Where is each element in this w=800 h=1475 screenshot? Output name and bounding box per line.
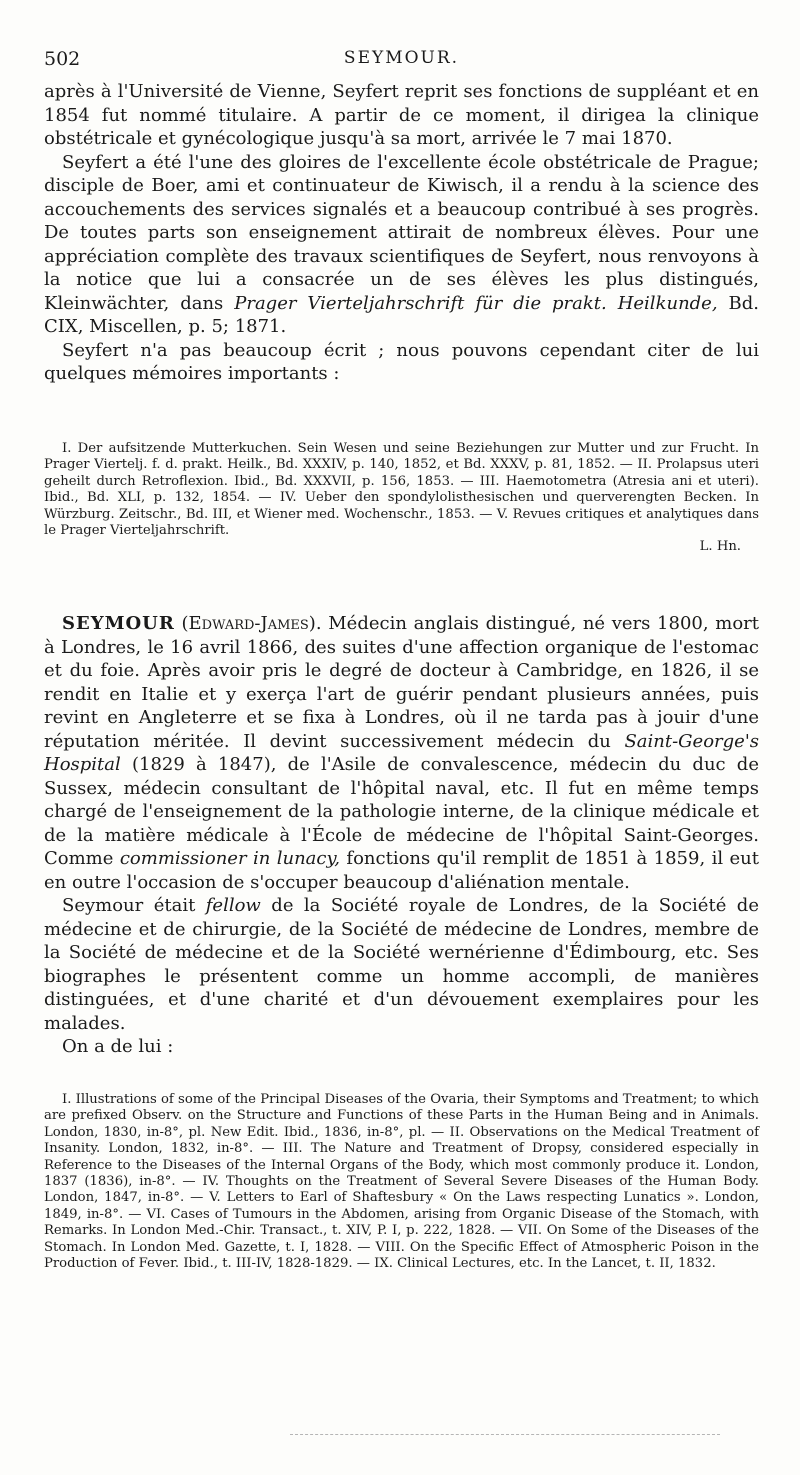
seymour-paragraph-2: [44, 894, 759, 1035]
seyfert-text: [44, 80, 759, 386]
bottom-rule: [290, 1434, 720, 1435]
seyfert-journal-ref: Prager Vierteljahrschrift für die prakt. Heilkunde,: [234, 292, 718, 314]
fellow-word: fellow: [205, 895, 261, 916]
running-head: SEYMOUR.: [343, 48, 460, 68]
seyfert-continuation: après à l'Université de Vienne, Seyfert reprit ses fonctions de suppléant et en 1854 fut nommé titulaire. A partir de ce moment, il dirigea la clinique obstétricale et gynécologique jusqu'à sa mort, arrivée le 7 mai 1870.: [44, 81, 759, 149]
seymour-paragraph-2-a: Seymour était: [62, 895, 196, 916]
seymour-works-list: I. Illustrations of some of the Principal Diseases of the Ovaria, their Symptoms and Treatment; to which are prefixed Observ. on the Structure and Functions of these Parts in the Human Being and in Animals. London, 1830, in-8°, pl. New Edit. Ibid., 1836, in-8°, pl. — II. Observations on the Medical Treatment of Insanity. London, 1832, in-8°. — III. The Nature and Treatment of Dropsy, considered especially in Reference to the Diseases of the Internal Organs of the Body, which most commonly produce it. London, 1837 (1836), in-8°. — IV. Thoughts on the Treatment of Several Severe Diseases of the Human Body. London, 1847, in-8°. — V. Letters to Earl of Shaftesbury « On the Laws respecting Lunatics ». London, 1849, in-8°. — VI. Cases of Tumours in the Abdomen, arising from Organic Disease of the Stomach, with Remarks. In London Med.-Chir. Transact., t. XIV, P. I, p. 222, 1828. — VII. On Some of the Diseases of the Stomach. In London Med. Gazette, t. I, 1828. — VIII. On the Specific Effect of Atmospheric Poison in the Production of Fever. Ibid., t. III-IV, 1828-1829. — IX. Clinical Lectures, etc. In the Lancet, t. II, 1832.: [44, 1092, 759, 1272]
entry-given-names: (Edward-James).: [181, 613, 322, 634]
seymour-paragraph-1-a: Médecin anglais distingué, né vers 1800, mort à Londres, le 16 avril 1866, des suites d'une affection organique de l'estomac et du foie. Après avoir pris le degré de docteur à Cambridge, en 1826, il se rendit en Italie et y exerça l'art de guérir pendant plusieurs années, puis revint en Angleterre et se fixa à Londres, où il ne tarda pas à jouir d'une réputation méritée. Il devint successivement médecin du: [44, 613, 759, 752]
commissioner-title: commissioner in lunacy,: [119, 848, 340, 869]
seymour-paragraph-1-c: fonctions qu'il remplit de 1851 à 1859, il eut en outre l'occasion de s'occuper beaucoup d'aliénation mentale.: [44, 848, 759, 893]
seyfert-paragraph-2: Seyfert n'a pas beaucoup écrit ; nous pouvons cependant citer de lui quelques mémoires importants :: [44, 339, 759, 384]
seymour-paragraph-1-b: (1829 à 1847), de l'Asile de convalescence, médecin du duc de Sussex, médecin consultant de l'hôpital naval, etc. Il fut en même temps chargé de l'enseignement de la pathologie interne, de la clinique médicale et de la matière médicale à l'École de médecine de l'hôpital Saint-Georges. Comme: [44, 754, 759, 869]
seymour-paragraph-2-b: de la Société royale de Londres, de la Société de médecine et de chirurgie, de la Société de médecine de Londres, membre de la Société de médecine et de la Société wernérienne d'Édimbourg, etc. Ses biographes le présentent comme un homme accompli, de manières distinguées, et d'une charité et d'un dévouement exemplaires pour les malades.: [44, 895, 759, 1034]
seymour-works: [44, 1092, 759, 1272]
page-number: 502: [44, 48, 81, 70]
seymour-paragraph-1: [44, 612, 759, 894]
seyfert-works: [44, 441, 759, 556]
seymour-text: [44, 612, 759, 1059]
seymour-paragraph-3: On a de lui :: [62, 1036, 174, 1057]
page-header: [44, 48, 759, 78]
hospital-name: Saint-George's Hospital: [44, 730, 759, 775]
author-signature: L. Hn.: [699, 539, 741, 555]
seyfert-paragraph-1: [44, 151, 759, 339]
seyfert-paragraph-1-end: Bd. CIX, Miscellen, p. 5; 1871.: [44, 292, 759, 337]
entry-headword: SEYMOUR: [62, 613, 175, 634]
seyfert-works-list: I. Der aufsitzende Mutterkuchen. Sein Wesen und seine Beziehungen zur Mutter und zur Frucht. In Prager Viertelj. f. d. prakt. Heilk., Bd. XXXIV, p. 140, 1852, et Bd. XXXV, p. 81, 1852. — II. Prolapsus uteri geheilt durch Retroflexion. Ibid., Bd. XXXVII, p. 156, 1853. — III. Haemotometra (Atresia ani et uteri). Ibid., Bd. XLI, p. 132, 1854. — IV. Ueber den spondylolisthesischen und querverengten Becken. In Würzburg. Zeitschr., Bd. III, et Wiener med. Wochenschr., 1853. — V. Revues critiques et analytiques dans le Prager Vierteljahrschrift.: [44, 441, 759, 539]
seyfert-paragraph-1-text: Seyfert a été l'une des gloires de l'excellente école obstétricale de Prague; disciple de Boer, ami et continuateur de Kiwisch, il a rendu à la science des accouchements des services signalés et a beaucoup contribué à ses progrès. De toutes parts son enseignement attirait de nombreux élèves. Pour une appréciation complète des travaux scientifiques de Seyfert, nous renvoyons à la notice que lui a consacrée un de ses élèves les plus distingués, Kleinwächter, dans: [44, 151, 759, 314]
